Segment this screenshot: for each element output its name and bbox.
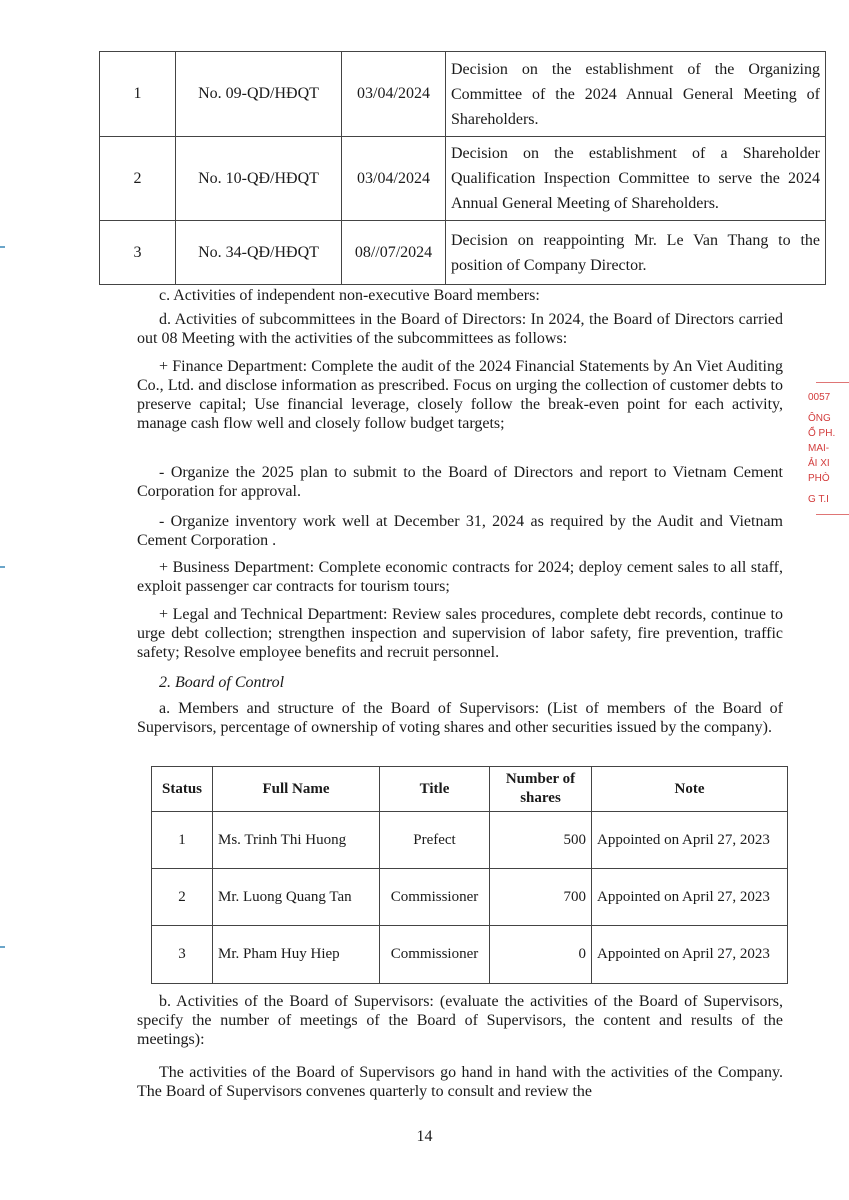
- table-row: [152, 812, 788, 869]
- paragraph-d: d. Activities of subcommittees in the Board of Directors: In 2024, the Board of Directors carried out 08 Meeting with the activities of the subcommittees as follows:: [137, 311, 783, 347]
- decision-no: 1: [100, 52, 176, 137]
- supervisor-shares: 700: [490, 869, 592, 926]
- supervisor-note: Appointed on April 27, 2023: [592, 926, 788, 984]
- supervisor-title: Commissioner: [380, 869, 490, 926]
- scan-mark: [0, 246, 5, 248]
- stamp-rule: [816, 514, 849, 515]
- stamp-text: 0057: [808, 392, 831, 403]
- stamp-text: PHÒ: [808, 473, 830, 484]
- paragraph-finance: + Finance Department: Complete the audit of the 2024 Financial Statements by An Viet Auditing Co., Ltd. and disclose information as prescribed. Focus on urging the collection of customer debts to preserve capital; Use financial leverage, closely follow the break-even point for each activity, manage cash flow well and closely follow budget targets;: [137, 358, 783, 432]
- scan-mark: [0, 566, 5, 568]
- supervisor-name: Mr. Pham Huy Hiep: [213, 926, 380, 984]
- stamp-text: G T.I: [808, 494, 829, 505]
- header-status: Status: [152, 767, 213, 812]
- decision-content: Decision on reappointing Mr. Le Van Thang to the position of Company Director.: [446, 221, 826, 285]
- supervisor-name: Mr. Luong Quang Tan: [213, 869, 380, 926]
- supervisor-shares: 500: [490, 812, 592, 869]
- table-header-row: [152, 767, 788, 812]
- section-heading-board-of-control: 2. Board of Control: [159, 674, 285, 691]
- decision-date: 03/04/2024: [342, 137, 446, 221]
- table-row: [100, 52, 826, 137]
- paragraph-plan: - Organize the 2025 plan to submit to the Board of Directors and report to Vietnam Cement Corporation for approval.: [137, 464, 783, 500]
- decision-content: Decision on the establishment of the Organizing Committee of the 2024 Annual General Meeting of Shareholders.: [446, 52, 826, 137]
- decision-number: No. 09-QD/HĐQT: [176, 52, 342, 137]
- header-number-of-shares: Number of shares: [490, 767, 592, 812]
- decision-no: 2: [100, 137, 176, 221]
- paragraph-legal: + Legal and Technical Department: Review sales procedures, complete debt records, continue to urge debt collection; strengthen inspection and supervision of labor safety, fire prevention, traffic safety; Resolve employee benefits and recruit personnel.: [137, 606, 783, 661]
- stamp-text: ẢI XI: [808, 458, 830, 469]
- table-row: [100, 221, 826, 285]
- table-row: [152, 926, 788, 984]
- stamp-text: ÔNG: [808, 413, 831, 424]
- supervisor-note: Appointed on April 27, 2023: [592, 869, 788, 926]
- stamp-rule: [816, 382, 849, 383]
- decision-number: No. 10-QĐ/HĐQT: [176, 137, 342, 221]
- header-note: Note: [592, 767, 788, 812]
- decision-no: 3: [100, 221, 176, 285]
- supervisor-shares: 0: [490, 926, 592, 984]
- red-seal-stamp: [808, 378, 849, 543]
- paragraph-a: a. Members and structure of the Board of Supervisors: (List of members of the Board of Supervisors, percentage of ownership of voting shares and other securities issued by the company).: [137, 700, 783, 736]
- decision-date: 08//07/2024: [342, 221, 446, 285]
- decision-content: Decision on the establishment of a Shareholder Qualification Inspection Committee to serve the 2024 Annual General Meeting of Shareholders.: [446, 137, 826, 221]
- supervisor-status: 3: [152, 926, 213, 984]
- table-row: [152, 869, 788, 926]
- stamp-text: Ổ PH.: [808, 428, 836, 439]
- supervisor-status: 1: [152, 812, 213, 869]
- supervisor-note: Appointed on April 27, 2023: [592, 812, 788, 869]
- supervisor-title: Prefect: [380, 812, 490, 869]
- scan-mark: [0, 946, 5, 948]
- supervisor-name: Ms. Trinh Thi Huong: [213, 812, 380, 869]
- table-row: [100, 137, 826, 221]
- stamp-text: MAI-: [808, 443, 830, 454]
- decision-date: 03/04/2024: [342, 52, 446, 137]
- supervisors-table: [151, 766, 788, 984]
- paragraph-c: c. Activities of independent non-executive Board members:: [159, 287, 540, 304]
- supervisor-title: Commissioner: [380, 926, 490, 984]
- decisions-table: [99, 51, 826, 285]
- decision-number: No. 34-QĐ/HĐQT: [176, 221, 342, 285]
- paragraph-business: + Business Department: Complete economic contracts for 2024; deploy cement sales to all staff, exploit passenger car contracts for tourism tours;: [137, 559, 783, 595]
- header-full-name: Full Name: [213, 767, 380, 812]
- paragraph-inventory: - Organize inventory work well at December 31, 2024 as required by the Audit and Vietnam Cement Corporation .: [137, 513, 783, 549]
- paragraph-closing: The activities of the Board of Supervisors go hand in hand with the activities of the Company. The Board of Supervisors convenes quarterly to consult and review the: [137, 1064, 783, 1100]
- page-number: 14: [416, 1128, 433, 1145]
- paragraph-b: b. Activities of the Board of Supervisors: (evaluate the activities of the Board of Supervisors, specify the number of meetings of the Board of Supervisors, the content and results of the meetings):: [137, 993, 783, 1048]
- header-title: Title: [380, 767, 490, 812]
- supervisor-status: 2: [152, 869, 213, 926]
